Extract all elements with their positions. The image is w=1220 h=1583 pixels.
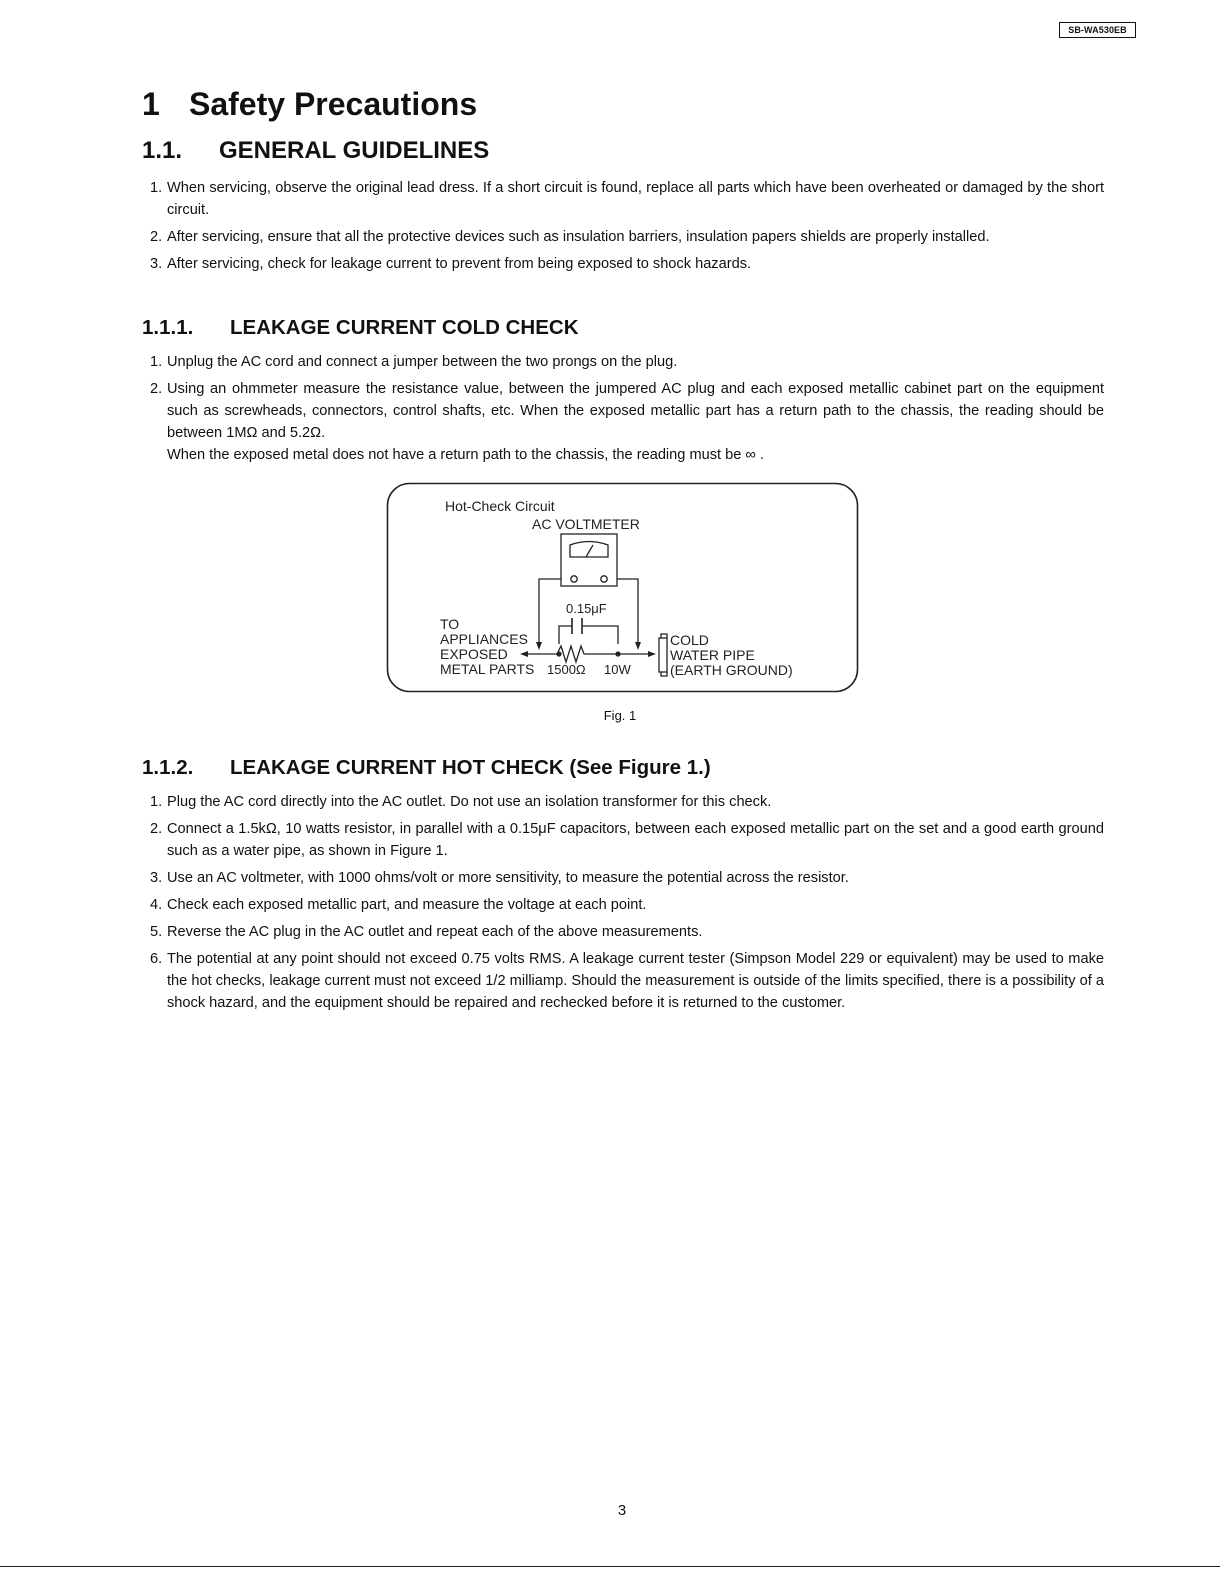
general-guidelines-list <box>142 177 1104 280</box>
left-label-line-3: EXPOSED <box>440 646 508 662</box>
list-item <box>142 921 1104 943</box>
right-label-line-1: COLD <box>670 632 709 648</box>
item-number: 4. <box>150 897 163 913</box>
item-number: 2. <box>150 229 163 245</box>
item-number: 3. <box>150 870 163 886</box>
resistor-value: 1500Ω <box>547 662 586 677</box>
arrow-heads <box>520 642 656 657</box>
left-label-line-2: APPLIANCES <box>440 631 528 647</box>
item-text: Check each exposed metallic part, and measure the voltage at each point. <box>167 897 647 913</box>
section-title: LEAKAGE CURRENT HOT CHECK (See Figure 1.) <box>230 756 711 779</box>
item-text: The potential at any point should not exceed 0.75 volts RMS. A leakage current tester (Simpson Model 229 or equivalent) may be used to make the hot checks, leakage current must not exceed 1/2 milliamp. Should the measurement is outside of the limits specified, there is a possibility of a shock hazard, and the equipment should be repaired and rechecked before it is returned to the customer. <box>167 951 1104 1011</box>
list-item <box>142 226 1104 248</box>
list-item <box>142 791 1104 813</box>
section-heading-general <box>142 137 489 165</box>
item-text: When servicing, observe the original lead dress. If a short circuit is found, replace all parts which have been overheated or damaged by the short circuit. <box>167 180 1104 218</box>
list-item <box>142 253 1104 275</box>
chapter-title: Safety Precautions <box>189 86 478 122</box>
item-number: 2. <box>150 821 163 837</box>
item-number: 5. <box>150 924 163 940</box>
item-number: 1. <box>150 180 163 196</box>
item-number: 2. <box>150 381 163 397</box>
circuit-wires <box>528 579 648 662</box>
right-label-line-2: WATER PIPE <box>670 647 755 663</box>
item-number: 6. <box>150 951 163 967</box>
item-text: Use an AC voltmeter, with 1000 ohms/volt or more sensitivity, to measure the potential across the resistor. <box>167 870 849 886</box>
chapter-number: 1 <box>142 86 160 122</box>
model-number-badge: SB-WA530EB <box>1059 22 1136 38</box>
right-label-line-3: (EARTH GROUND) <box>670 662 793 678</box>
section-title: LEAKAGE CURRENT COLD CHECK <box>230 316 579 339</box>
list-item <box>142 378 1104 466</box>
item-number: 1. <box>150 794 163 810</box>
list-item <box>142 867 1104 889</box>
cold-check-list <box>142 351 1104 471</box>
list-item <box>142 894 1104 916</box>
section-number: 1.1.2. <box>142 756 194 779</box>
list-item <box>142 177 1104 221</box>
left-label-line-1: TO <box>440 616 460 632</box>
list-item <box>142 351 1104 373</box>
voltmeter-label: AC VOLTMETER <box>532 516 640 532</box>
voltmeter-icon <box>561 534 617 586</box>
hot-check-list <box>142 791 1104 1019</box>
section-number: 1.1. <box>142 137 183 164</box>
page-number: 3 <box>617 1502 627 1519</box>
item-text: After servicing, ensure that all the protective devices such as insulation barriers, insulation papers shields are properly installed. <box>167 229 990 245</box>
item-number: 3. <box>150 256 163 272</box>
left-label-line-4: METAL PARTS <box>440 661 535 677</box>
bottom-rule <box>0 1566 1220 1567</box>
wattage-value: 10W <box>604 662 631 677</box>
section-heading-cold-check <box>142 316 579 340</box>
item-text: Unplug the AC cord and connect a jumper between the two prongs on the plug. <box>167 354 678 370</box>
section-heading-hot-check <box>142 756 711 780</box>
hot-check-circuit-figure <box>386 482 859 693</box>
item-text: After servicing, check for leakage current to prevent from being exposed to shock hazards. <box>167 256 752 272</box>
capacitor-value: 0.15μF <box>566 601 607 616</box>
figure-caption: Fig. 1 <box>603 708 637 723</box>
item-text: Reverse the AC plug in the AC outlet and repeat each of the above measurements. <box>167 924 703 940</box>
list-item <box>142 818 1104 862</box>
item-text: Plug the AC cord directly into the AC outlet. Do not use an isolation transformer for this check. <box>167 794 772 810</box>
section-title: GENERAL GUIDELINES <box>219 137 490 164</box>
item-text: Connect a 1.5kΩ, 10 watts resistor, in parallel with a 0.15μF capacitors, between each exposed metallic part on the set and a good earth ground such as a water pipe, as shown in Figure 1. <box>167 821 1104 859</box>
item-text: Using an ohmmeter measure the resistance value, between the jumpered AC plug and each exposed metallic cabinet part on the equipment such as screwheads, connectors, control shafts, etc. When the exposed metallic part has a return path to the chassis, the reading should be between 1MΩ and 5.2Ω. <box>167 381 1104 441</box>
item-continuation: When the exposed metal does not have a return path to the chassis, the reading must be ∞ . <box>167 447 764 463</box>
chapter-heading <box>142 86 477 123</box>
capacitor-symbol <box>572 618 582 634</box>
figure-title: Hot-Check Circuit <box>445 498 555 514</box>
section-number: 1.1.1. <box>142 316 194 339</box>
water-pipe-icon <box>659 634 667 676</box>
circuit-diagram <box>386 482 859 693</box>
list-item <box>142 948 1104 1014</box>
item-number: 1. <box>150 354 163 370</box>
